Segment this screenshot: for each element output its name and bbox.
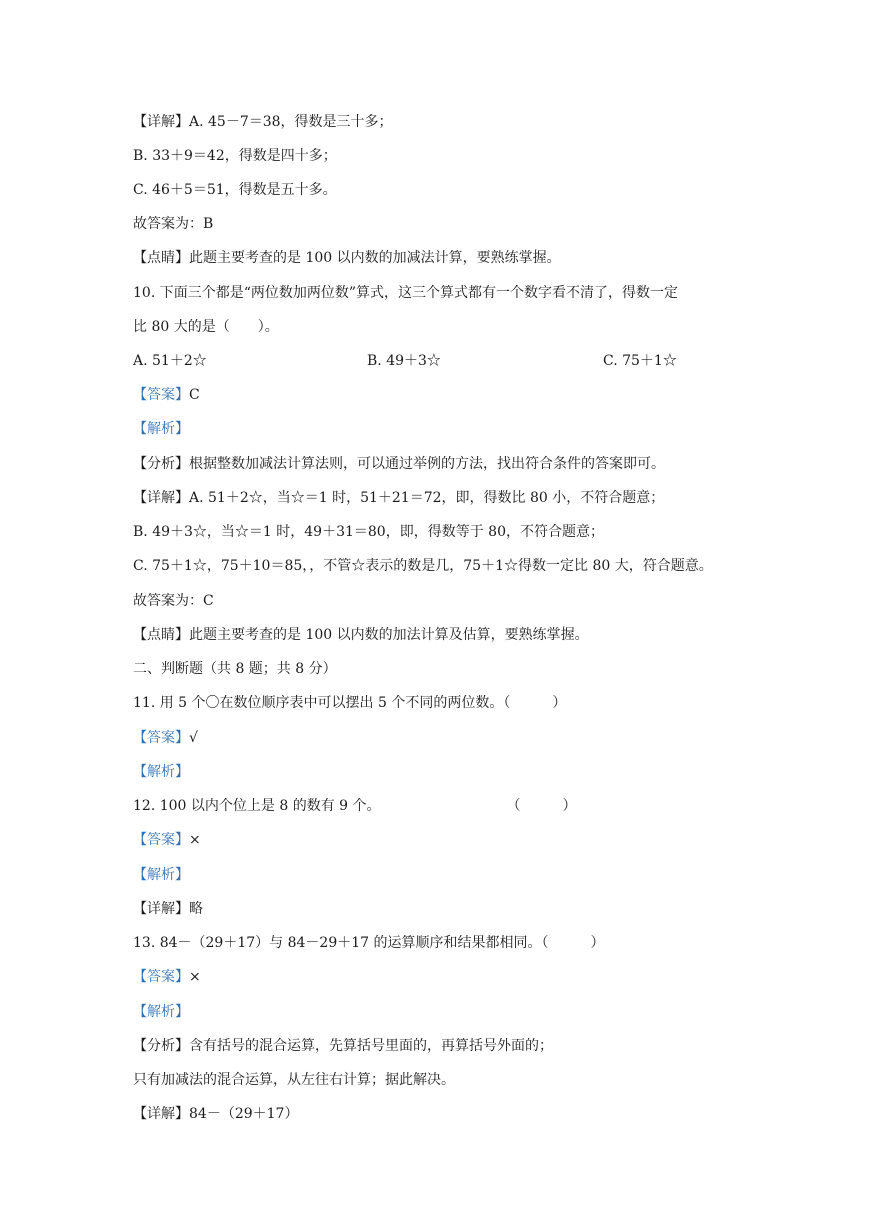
q11-answer	[133, 727, 198, 749]
q12-detail: 【详解】略	[133, 901, 203, 917]
answer-value: C	[189, 387, 200, 403]
q10-conclusion: 故答案为：C	[133, 593, 214, 609]
q10-answer	[133, 384, 200, 406]
q13-answer	[133, 966, 201, 988]
q12-question: 12. 100 以内个位上是 8 的数有 9 个。 （ ）	[133, 798, 577, 814]
section-heading: 二、判断题（共 8 题；共 8 分）	[133, 661, 337, 677]
q13-analysis-tag: 【解析】	[133, 1004, 189, 1020]
q9-detail-b: B. 33＋9＝42，得数是四十多；	[133, 148, 337, 164]
q10-option-b: B. 49＋3☆	[367, 353, 441, 369]
q10-option-a: A. 51＋2☆	[133, 353, 207, 369]
q10-question-line1: 10. 下面三个都是“两位数加两位数”算式，这三个算式都有一个数字看不清了，得数一定	[133, 285, 679, 301]
q13-analysis-a: 【分析】含有括号的混合运算，先算括号里面的，再算括号外面的；	[133, 1038, 553, 1054]
answer-value: ×	[189, 969, 201, 985]
q12-analysis-tag: 【解析】	[133, 867, 189, 883]
answer-tag: 【答案】	[133, 969, 189, 985]
q9-remark: 【点睛】此题主要考查的是 100 以内数的加减法计算，要熟练掌握。	[133, 250, 561, 266]
q10-detail-c: C. 75＋1☆，75＋10＝85，，不管☆表示的数是几，75＋1☆得数一定比 80 大，符合题意。	[133, 558, 713, 574]
q10-detail-b: B. 49＋3☆，当☆＝1 时，49＋31＝80，即，得数等于 80，不符合题意；	[133, 524, 604, 540]
q13-detail: 【详解】84－（29＋17）	[133, 1106, 299, 1122]
answer-value: ×	[189, 832, 201, 848]
q9-detail-c: C. 46＋5＝51，得数是五十多。	[133, 182, 337, 198]
q10-analysis-tag: 【解析】	[133, 421, 189, 437]
q10-option-c: C. 75＋1☆	[603, 353, 677, 369]
q11-analysis-tag: 【解析】	[133, 764, 189, 780]
answer-tag: 【答案】	[133, 730, 189, 746]
q9-detail-a: 【详解】A. 45－7＝38，得数是三十多；	[133, 114, 393, 130]
answer-value: √	[189, 730, 198, 746]
answer-tag: 【答案】	[133, 832, 189, 848]
q10-analysis: 【分析】根据整数加减法计算法则，可以通过举例的方法，找出符合条件的答案即可。	[133, 456, 665, 472]
q13-analysis-b: 只有加减法的混合运算，从左往右计算；据此解决。	[133, 1072, 455, 1088]
answer-tag: 【答案】	[133, 387, 189, 403]
q9-conclusion: 故答案为：B	[133, 216, 214, 232]
q12-answer	[133, 829, 201, 851]
q13-question: 13. 84－（29＋17）与 84－29＋17 的运算顺序和结果都相同。（ ）	[133, 935, 605, 951]
q11-question: 11. 用 5 个〇在数位顺序表中可以摆出 5 个不同的两位数。（ ）	[133, 695, 567, 711]
q10-question-line2: 比 80 大的是（ ）。	[133, 319, 279, 335]
q10-options	[133, 350, 733, 372]
q10-detail-a: 【详解】A. 51＋2☆，当☆＝1 时，51＋21＝72，即，得数比 80 小，不符合题意；	[133, 490, 665, 506]
q10-remark: 【点睛】此题主要考查的是 100 以内数的加法计算及估算，要熟练掌握。	[133, 627, 589, 643]
